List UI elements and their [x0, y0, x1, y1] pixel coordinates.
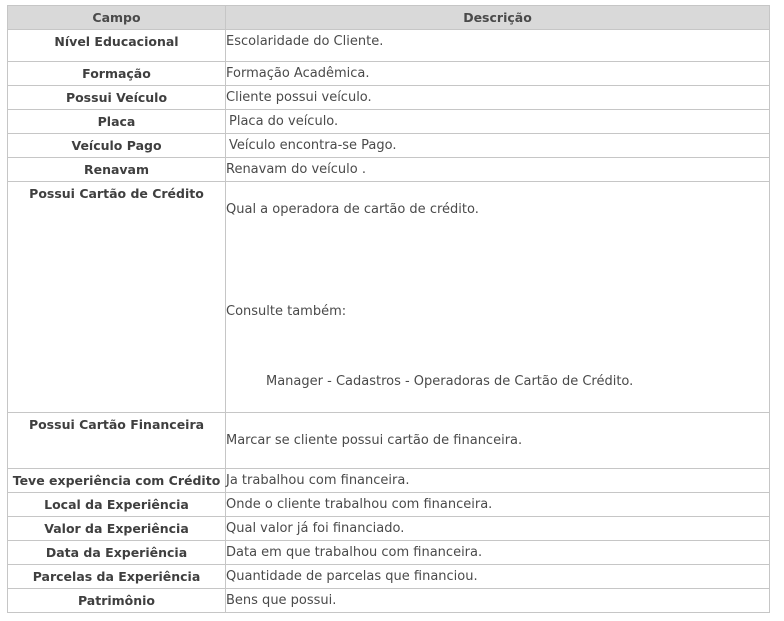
field-name-cell [8, 86, 226, 110]
field-name: Valor da Experiência [44, 521, 189, 536]
table-row [8, 541, 770, 565]
field-name: Teve experiência com Crédito [12, 473, 221, 488]
field-description: Cliente possui veículo. [226, 90, 372, 105]
header-campo: Campo [8, 6, 226, 30]
field-description-cell [226, 30, 770, 62]
field-description: Formação Acadêmica. [226, 66, 370, 81]
consulte-label: Consulte também: [226, 304, 347, 319]
table-row [8, 589, 770, 613]
header-descricao: Descrição [226, 6, 770, 30]
table-row [8, 110, 770, 134]
field-description-cell [226, 62, 770, 86]
field-name: Possui Cartão de Crédito [29, 186, 204, 201]
field-description: Placa do veículo. [229, 114, 339, 129]
field-name: Renavam [83, 162, 150, 177]
table-row [8, 565, 770, 589]
table-header-row [8, 6, 770, 30]
field-description-cell [226, 469, 770, 493]
table-row [8, 469, 770, 493]
field-name: Veículo Pago [71, 138, 162, 153]
field-name-cell [8, 182, 226, 413]
field-description-cell [226, 541, 770, 565]
field-name-cell [8, 469, 226, 493]
field-description: Onde o cliente trabalhou com financeira. [226, 497, 493, 512]
field-name-cell [8, 110, 226, 134]
field-name-cell [8, 134, 226, 158]
field-name-cell [8, 517, 226, 541]
field-description-cell [226, 86, 770, 110]
field-description: Escolaridade do Cliente. [226, 34, 384, 49]
table-row [8, 86, 770, 110]
field-name-cell [8, 62, 226, 86]
field-name: Possui Cartão Financeira [28, 417, 205, 432]
field-name-cell [8, 589, 226, 613]
field-description-cell [226, 110, 770, 134]
field-name-cell [8, 158, 226, 182]
table-row [8, 134, 770, 158]
field-description-cell [226, 158, 770, 182]
table-row [8, 493, 770, 517]
field-name-cell [8, 413, 226, 469]
field-description-cell [226, 493, 770, 517]
table-row [8, 30, 770, 62]
table-row [8, 182, 770, 413]
field-description-cell [226, 589, 770, 613]
field-name: Data da Experiência [45, 545, 188, 560]
field-description: Renavam do veículo . [226, 162, 366, 177]
field-name: Possui Veículo [65, 90, 168, 105]
table-row [8, 517, 770, 541]
field-name: Nível Educacional [54, 34, 179, 49]
field-name-cell [8, 541, 226, 565]
field-name-cell [8, 30, 226, 62]
field-description: Veículo encontra-se Pago. [229, 138, 397, 153]
field-description: Ja trabalhou com financeira. [226, 473, 410, 488]
field-description: Data em que trabalhou com financeira. [226, 545, 483, 560]
see-also-link-text: Manager - Cadastros - Operadoras de Cartão de Crédito. [266, 374, 634, 389]
field-description-cell [226, 182, 770, 413]
field-name-cell [8, 565, 226, 589]
field-name-cell [8, 493, 226, 517]
table-row [8, 158, 770, 182]
field-description: Marcar se cliente possui cartão de financeira. [226, 433, 523, 448]
field-name: Formação [82, 66, 151, 81]
field-description-cell [226, 517, 770, 541]
field-description-cell [226, 413, 770, 469]
fields-table [7, 5, 770, 613]
field-name: Placa [97, 114, 136, 129]
field-description-cell [226, 134, 770, 158]
field-name: Parcelas da Experiência [32, 569, 201, 584]
field-description: Bens que possui. [226, 593, 337, 608]
field-description: Qual a operadora de cartão de crédito. [226, 202, 479, 217]
field-name: Local da Experiência [44, 497, 189, 512]
field-name: Patrimônio [77, 593, 156, 608]
table-row [8, 62, 770, 86]
table-row [8, 413, 770, 469]
field-description: Quantidade de parcelas que financiou. [226, 569, 478, 584]
field-description: Qual valor já foi financiado. [226, 521, 405, 536]
field-description-cell [226, 565, 770, 589]
